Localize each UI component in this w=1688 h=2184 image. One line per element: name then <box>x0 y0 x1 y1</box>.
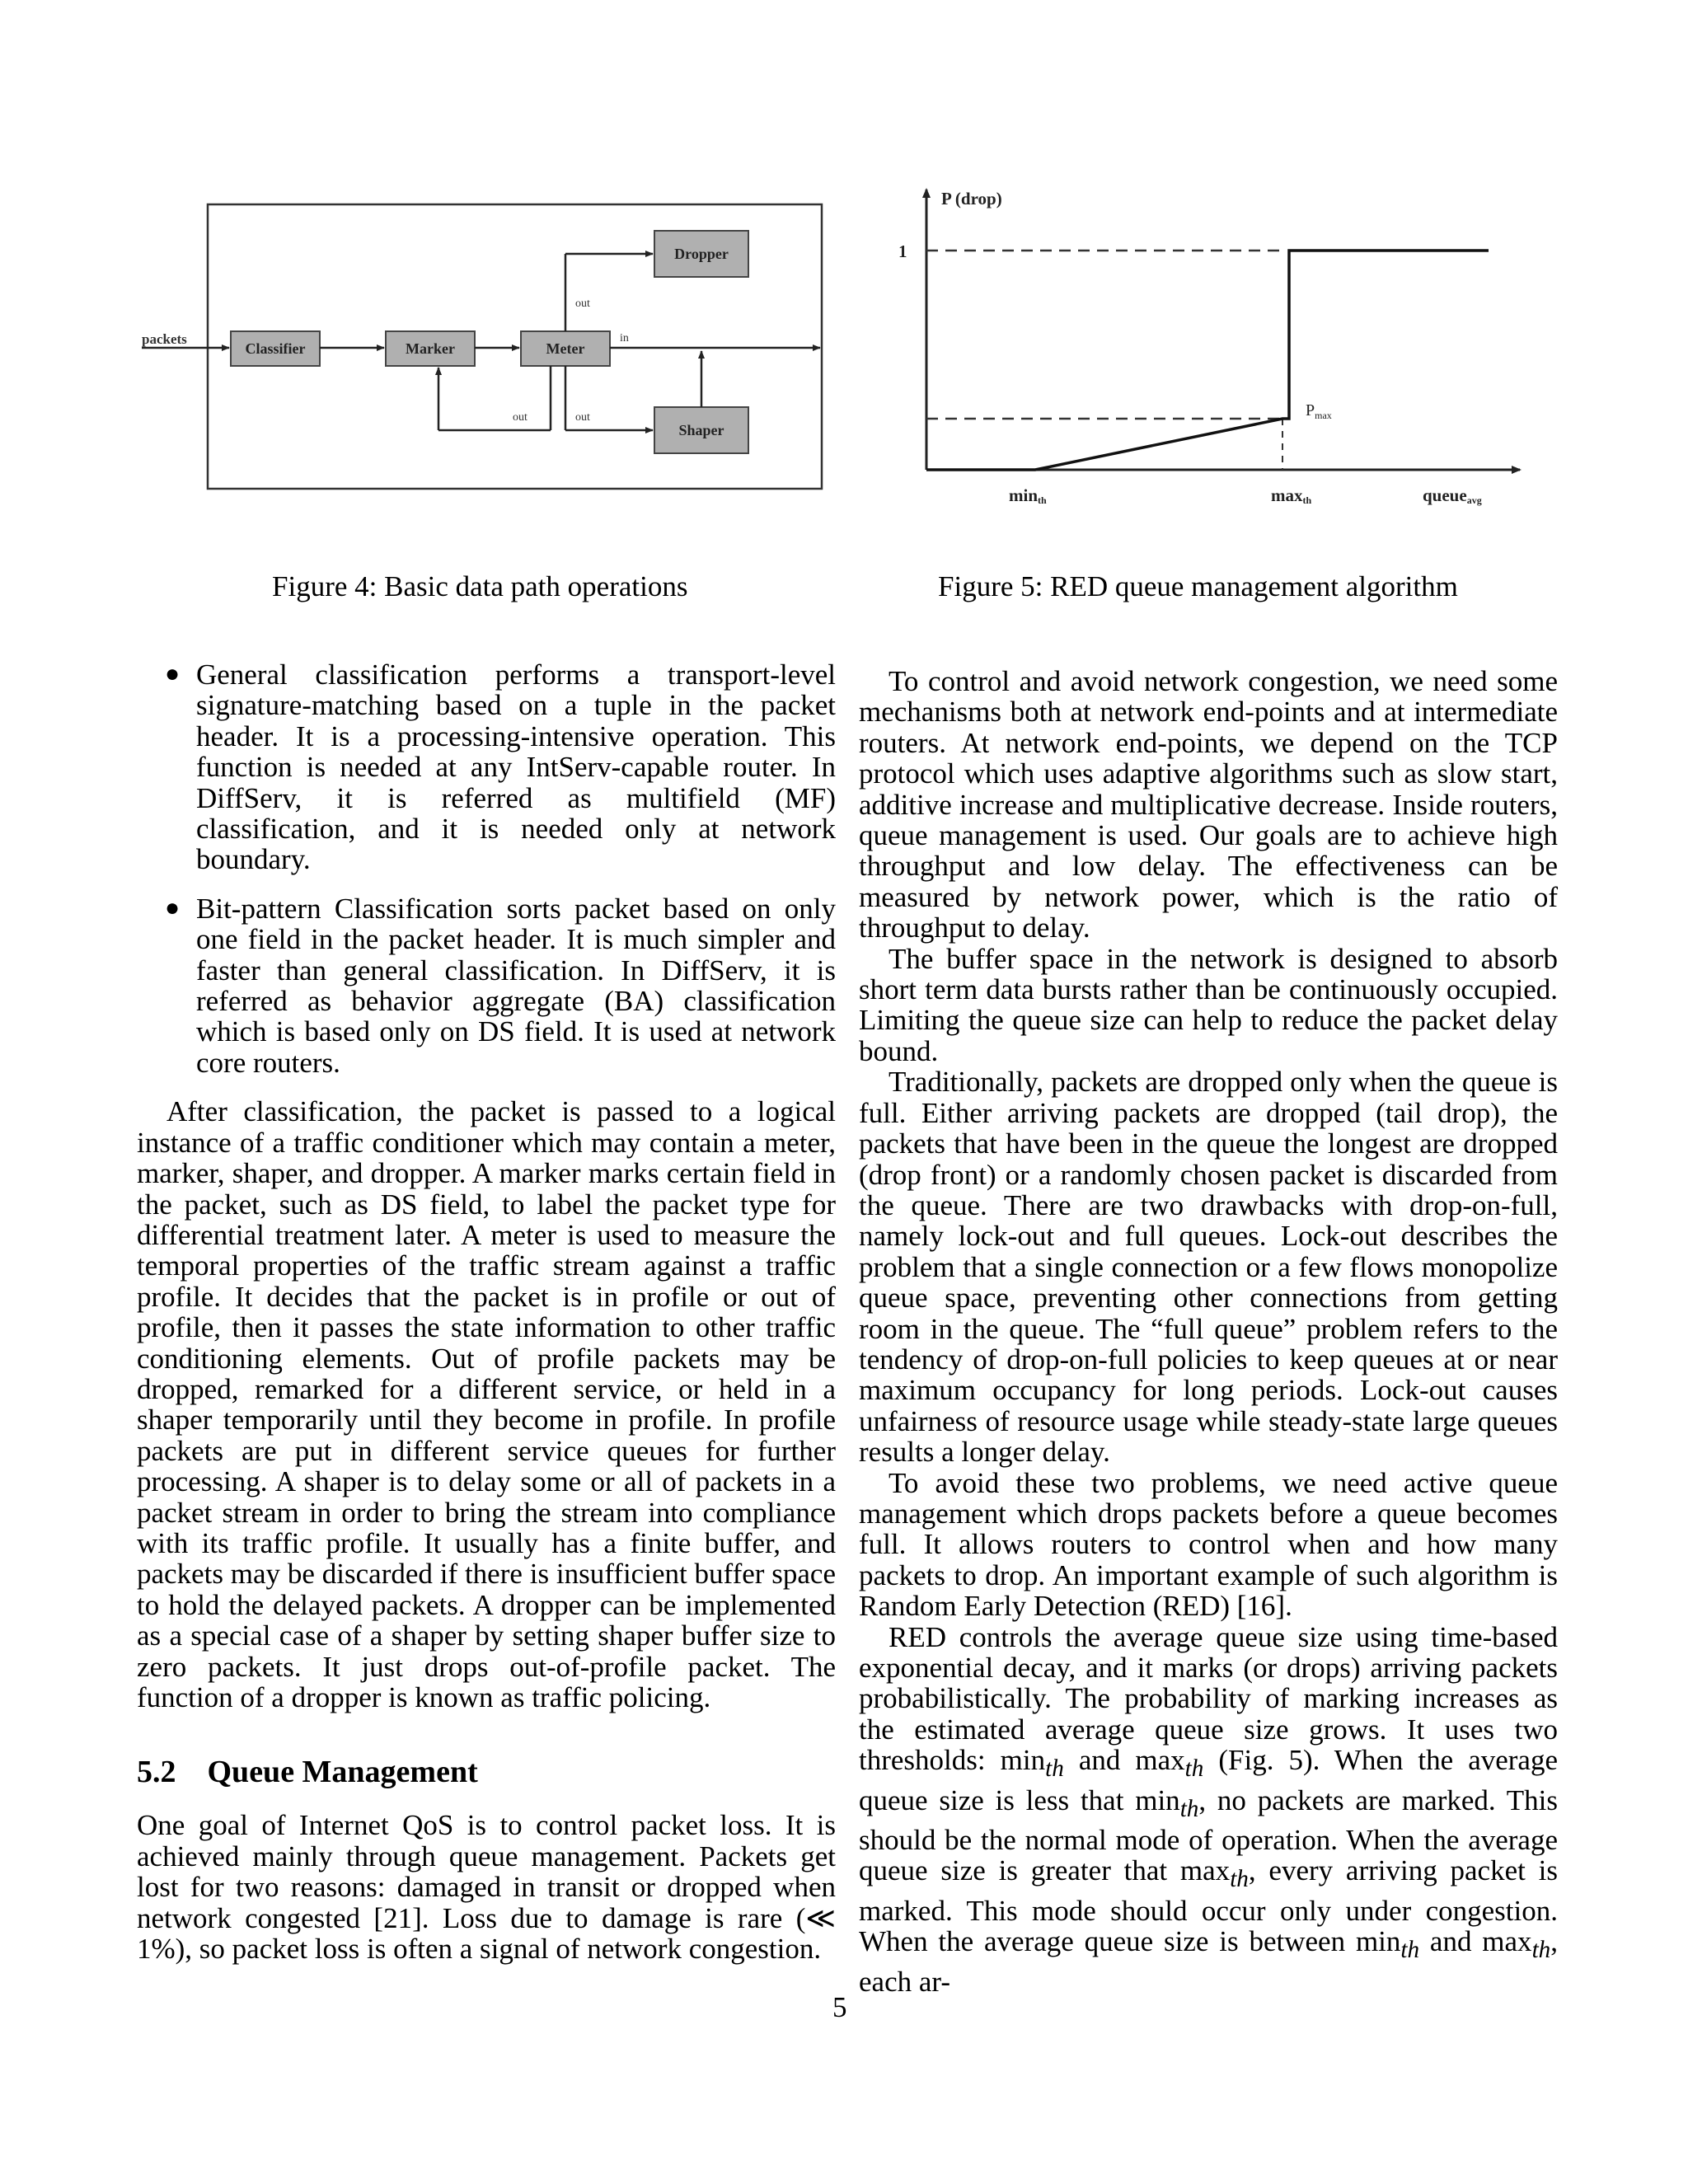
section-heading <box>137 1754 836 1790</box>
out-top-label: out <box>575 298 590 310</box>
traffic-conditioner-paragraph: After classification, the packet is passed to a logical instance of a traffic conditioner which may contain a meter, marker, shaper, and dropper. A marker marks certain field in the packet, such as DS field, to label the packet type for differential treatment later. A meter is used to measure the temporal properties of the traffic stream against a traffic profile. It decides that the packet is in profile or out of profile, then it passes the state information to other traffic conditioning elements. Out of profile packets may be dropped, remarked for a different service, or held in a shaper temporarily until they become in profile. In profile packets are put in different service queues for further processing. A shaper is to delay some or all of packets in a packet stream in order to bring the stream into compliance with its traffic profile. It usually has a finite buffer, and packets may be discarded if there is insufficient buffer space to hold the delayed packets. A dropper can be implemented as a special case of a shaper by setting shaper buffer size to zero packets. It just drops out-of-profile packet. The function of a dropper is known as traffic policing. <box>137 1095 836 1713</box>
x-label-min: minth <box>1009 485 1047 506</box>
drop-probability-curve <box>926 251 1489 470</box>
right-column <box>859 666 1558 1997</box>
svg-text:Classifier: Classifier <box>245 340 306 357</box>
out-bottom-label-2: out <box>575 411 590 424</box>
figure-5-chart <box>854 175 1530 513</box>
page-number: 5 <box>832 1991 847 2023</box>
bullet-icon: ● <box>165 660 181 687</box>
y-tick-1: 1 <box>898 241 907 261</box>
figure-5-caption: Figure 5: RED queue management algorithm <box>938 570 1458 602</box>
list-item: ● Bit-pattern Classification sorts packet based on only one field in the packet header. It is much simpler and faster than general classification. In DiffServ, it is referred as behavior aggregate (BA) classification which is based only on DS field. It is used at network core routers. <box>165 892 836 1079</box>
figure-4-diagram <box>132 183 841 513</box>
marker-block <box>386 331 475 366</box>
red-paragraph: RED controls the average queue size using time-based exponential decay, and it marks (or drops) arriving packets probabilistically. The probability of marking increases as the estimated average queue size grows. It uses two thresholds: $\min_{th}$ and $\max_{th} (Fig$. 5). When the average queue size is less that $\min_{th}$, no packets are marked. This should be the normal mode of operation. When the average queue size is greater that $\max_{th}$, every arriving packet is marked. This mode should occur only under congestion. When the average queue size is between $\min_{th}$ and $\max_{th}$, each ar- <box>859 1620 1559 1998</box>
active-queue-paragraph: To avoid these two problems, we need active queue management which drops packets before a queue becomes full. It allows routers to control when and how many packets to drop. An important example of such algorithm is Random Early Detection (RED) [16]. <box>859 1466 1558 1623</box>
section-title: Queue Management <box>207 1755 478 1790</box>
pmax-label: $P_{max}$ <box>1306 401 1332 421</box>
x-label-max: maxth <box>1271 485 1312 506</box>
figure-4-caption: Figure 4: Basic data path operations <box>272 570 688 602</box>
svg-text:Meter: Meter <box>546 340 585 357</box>
in-label: in <box>620 332 629 344</box>
classification-list <box>137 659 836 1078</box>
packets-label: packets <box>142 331 187 347</box>
list-item: ● General classification performs a transport-level signature-matching based on a tuple in the packet header. It is a processing-intensive operation. This function is needed at any IntServ-capable router. In DiffServ, it is referred as multifield (MF) classification, and it is needed only at network boundary. <box>165 658 836 876</box>
shaper-block <box>654 407 748 453</box>
classifier-block <box>231 331 320 366</box>
left-column <box>137 659 836 1964</box>
out-bottom-label-1: out <box>513 411 528 424</box>
queue-management-paragraph: One goal of Internet QoS is to control packet loss. It is achieved mainly through queue management. Packets get lost for two reasons: damaged in transit or dropped when network congested [21]. Loss due to damage is rare (≪ 1%), so packet loss is often a signal of network congestion. <box>137 1809 836 1966</box>
congestion-paragraph: To control and avoid network congestion, we need some mechanisms both at network end-points and at intermediate routers. At network end-points, we depend on the TCP protocol which uses adaptive algorithms such as slow start, additive increase and multiplicative decrease. Inside routers, queue management is used. Our goals are to achieve high throughput and low delay. The effectiveness can be measured by network power, which is the ratio of throughput to delay. <box>859 665 1558 944</box>
meter-block <box>521 331 610 366</box>
x-label-queue: queueavg <box>1423 485 1482 506</box>
dropper-block <box>654 231 748 277</box>
svg-text:Shaper: Shaper <box>678 422 724 438</box>
y-axis-label: P (drop) <box>941 189 1002 209</box>
svg-text:Dropper: Dropper <box>674 246 729 262</box>
bullet-icon: ● <box>165 893 181 921</box>
svg-text:Marker: Marker <box>406 340 455 357</box>
buffer-paragraph: The buffer space in the network is designed to absorb short term data bursts rather than be continuously occupied. Limiting the queue size can help to reduce the packet delay bound. <box>859 942 1558 1067</box>
section-number: 5.2 <box>137 1755 176 1790</box>
drop-on-full-paragraph: Traditionally, packets are dropped only when the queue is full. Either arriving packets are dropped (tail drop), the packets that have been in the queue the longest are dropped (drop front) or a randomly chosen packet is discarded from the queue. There are two drawbacks with drop-on-full, namely lock-out and full queues. Lock-out describes the problem that a single connection or a few flows monopolize queue space, preventing other connections from getting room in the queue. The “full queue” problem refers to the tendency of drop-on-full policies to keep queues at or near maximum occupancy for long periods. Lock-out causes unfairness of resource usage while steady-state large queues results a longer delay. <box>859 1066 1558 1469</box>
